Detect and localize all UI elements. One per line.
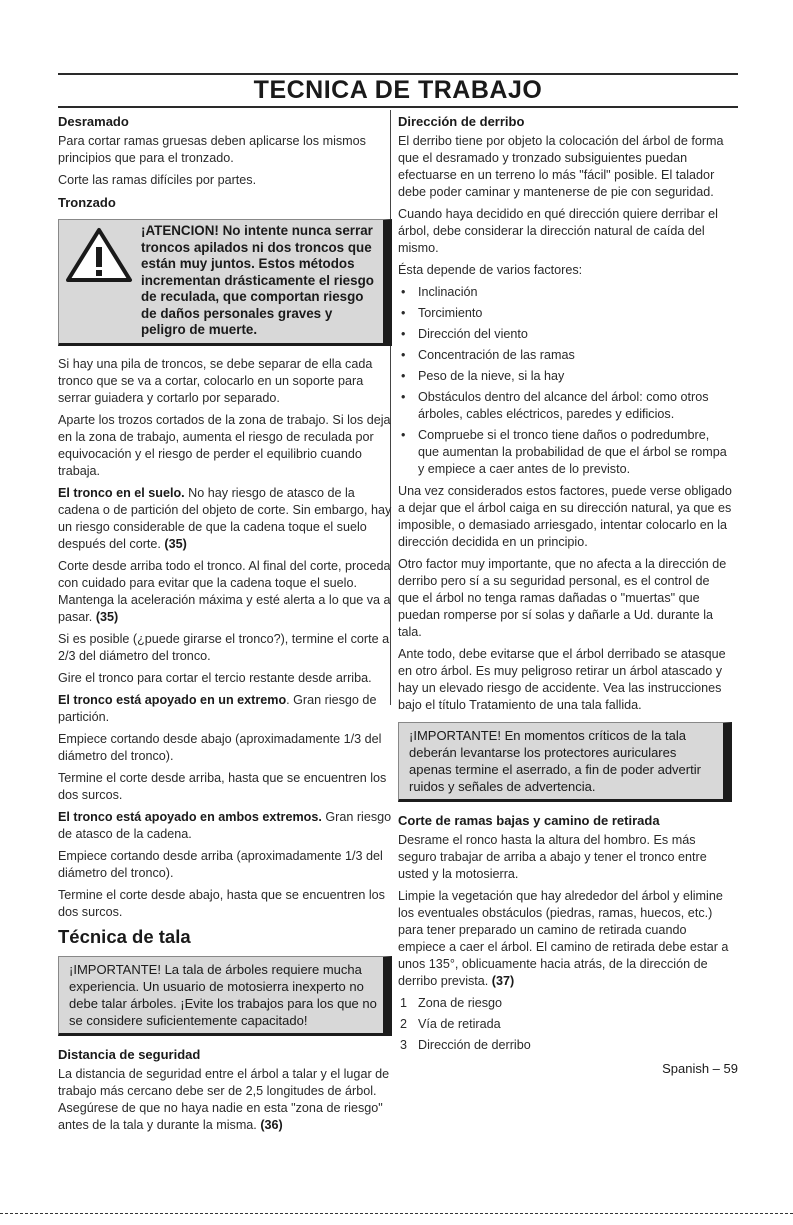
direccion-paragraph-6: Ante todo, debe evitarse que el árbol derribado se atasque en otro árbol. Es muy peligroso retirar un árbol atascado y hay un elevado riesgo de accidente. Vea las instrucciones bajo el título Tratamiento de una tala fallida.: [398, 647, 726, 712]
figure-ref-35b: (35): [95, 609, 119, 624]
list-item: • Inclinación: [398, 284, 732, 301]
corte-ramas-heading: Corte de ramas bajas y camino de retirada: [398, 813, 660, 828]
list-item: • Compruebe si el tronco tiene daños o podredumbre, que aumentan la probabilidad de que el árbol se rompa y empiece a caer antes de lo previsto.: [398, 427, 732, 478]
list-item: • Peso de la nieve, si la hay: [398, 368, 732, 385]
warning-text-tala: ¡IMPORTANTE! La tala de árboles requiere mucha experiencia. Un usuario de motosierra inexperto no debe talar árboles. ¡Evite los trabajos para los que no se considere suficientemente capacitado!: [69, 961, 377, 1028]
list-item: • Dirección del viento: [398, 326, 732, 343]
gire-paragraph: Gire el tronco para cortar el tercio restante desde arriba.: [58, 670, 372, 685]
title-underline: [58, 106, 738, 108]
desramado-heading: Desramado: [58, 114, 129, 129]
page-title: TECNICA DE TRABAJO: [253, 76, 543, 104]
empiece-paragraph-1: Empiece cortando desde abajo (aproximadamente 1/3 del diámetro del tronco).: [58, 731, 382, 763]
list-number: 1: [400, 996, 408, 1010]
direccion-paragraph-5: Otro factor muy importante, que no afecta a la dirección de derribo pero sí a su seguridad personal, es el control de que el árbol no tenga ramas dañadas o "muertas" que puedan romperse por sí solas y dañarle a Ud. durante la tala.: [398, 557, 727, 639]
desramado-paragraph-2: Corte las ramas difíciles por partes.: [58, 173, 257, 187]
ambos-text: Gran riesgo de atasco de la cadena.: [58, 809, 392, 841]
warning-triangle-icon: [65, 227, 133, 283]
direccion-paragraph-2: Cuando haya decidido en qué dirección quiere derribar el árbol, debe considerar la dirección natural de caída del mismo.: [398, 207, 718, 255]
factors-list: [398, 284, 732, 478]
direccion-heading: Dirección de derribo: [398, 114, 525, 129]
extremo-bold: El tronco está apoyado en un extremo: [58, 692, 287, 707]
pila-paragraph: Si hay una pila de troncos, se debe separar de ella cada tronco que se va a cortar, colocarlo en un soporte para serrar guiadera y cortarlo por separado.: [58, 356, 373, 405]
list-number: 3: [400, 1038, 408, 1052]
bottom-dashed-line: [0, 1213, 793, 1214]
tronzado-heading: Tronzado: [58, 195, 116, 210]
termine-paragraph-1: Termine el corte desde arriba, hasta que se encuentren los dos surcos.: [58, 770, 387, 802]
desramado-paragraph-1: Para cortar ramas gruesas deben aplicarse los mismos principios que para el tronzado.: [58, 134, 366, 165]
warning-text-tronzado: ¡ATENCION! No intente nunca serrar troncos apilados ni dos troncos que están muy juntos. Estos métodos incrementan drásticamente el riesgo de reculada, que comportan riesgo de daños personales graves y peligro de muerte.: [141, 223, 374, 337]
posible-paragraph: Si es posible (¿puede girarse el tronco?), termine el corte a 2/3 del diámetro del tronco.: [58, 631, 390, 663]
figure-ref-36: (36): [260, 1117, 283, 1132]
warning-text-auriculares: ¡IMPORTANTE! En momentos críticos de la tala deberán levantarse los protectores auriculares apenas termine el aserrado, a fin de poder advertir ruidos y señales de advertencia.: [409, 728, 701, 794]
suelo-paragraph: [58, 485, 392, 553]
direccion-paragraph-1: El derribo tiene por objeto la colocación del árbol de forma que el desramado y tronzado subsiguientes puedan efectuarse en un terreno lo más "fácil" posible. El talador debe poder caminar y mantenerse de pie con seguridad.: [398, 134, 724, 199]
left-column: [58, 113, 392, 1139]
direccion-paragraph-3: Ésta depende de varios factores:: [398, 263, 583, 277]
distancia-heading: Distancia de seguridad: [58, 1046, 201, 1062]
top-rule: [58, 73, 738, 75]
list-item: [398, 995, 732, 1012]
direccion-paragraph-4: Una vez considerados estos factores, puede verse obligado a dejar que el árbol caiga en su dirección natural, ya que es imposible, o demasiado arriesgado, intentar colocarlo en la dirección decidida en un principio.: [398, 484, 732, 549]
tala-heading: Técnica de tala: [58, 925, 191, 947]
termine-paragraph-2: Termine el corte desde abajo, hasta que se encuentren los dos surcos.: [58, 887, 385, 919]
warning-box-auriculares: [398, 722, 732, 802]
page-footer: Spanish – 59: [662, 1061, 738, 1076]
distancia-paragraph: [58, 1066, 392, 1134]
list-text: Vía de retirada: [418, 1017, 501, 1031]
ambos-bold: El tronco está apoyado en ambos extremos.: [58, 809, 322, 824]
ambos-paragraph: [58, 809, 392, 843]
list-item: • Torcimiento: [398, 305, 732, 322]
list-text: Zona de riesgo: [418, 996, 503, 1010]
aparte-paragraph: Aparte los trozos cortados de la zona de trabajo. Si los deja en la zona de trabajo, aumenta el riesgo de reculada por equivocación y el riesgo de perder el equilibrio cuando trabaja.: [58, 412, 391, 478]
list-item: [398, 1016, 732, 1033]
empiece-paragraph-2: Empiece cortando desde arriba (aproximadamente 1/3 del diámetro del tronco).: [58, 848, 383, 880]
list-number: 2: [400, 1017, 408, 1031]
extremo-text: . Gran riesgo de partición.: [58, 692, 377, 724]
right-column: [398, 113, 732, 1058]
suelo-bold: El tronco en el suelo.: [58, 485, 185, 500]
warning-box-tronzado: [58, 219, 392, 346]
corte-text: Corte desde arriba todo el tronco. Al final del corte, proceda con cuidado para evitar que la cadena toque el suelo. Mantenga la aceleración máxima y esté alerta a lo que va a pasar.: [58, 558, 391, 624]
figure-ref-35a: (35): [164, 536, 187, 551]
figure-ref-37: (37): [491, 974, 515, 988]
list-text: Dirección de derribo: [418, 1038, 531, 1052]
corte-ramas-paragraph-1: Desrame el ronco hasta la altura del hombro. Es más seguro trabajar de arriba a abajo y tener el tronco entre usted y la motosierra.: [398, 833, 707, 881]
list-item: • Obstáculos dentro del alcance del árbol: como otros árboles, cables eléctricos, paredes y edificios.: [398, 389, 732, 423]
distancia-text: La distancia de seguridad entre el árbol a talar y el lugar de trabajo más cercano debe ser de 2,5 longitudes de árbol. Asegúrese de que no haya nadie en esta "zona de riesgo" antes de la tala y durante la misma.: [58, 1066, 390, 1132]
list-item: [398, 1037, 732, 1054]
corte-paragraph: [58, 558, 392, 626]
legend-list: [398, 995, 732, 1054]
list-item: • Concentración de las ramas: [398, 347, 732, 364]
corte-ramas-text: Limpie la vegetación que hay alrededor del árbol y elimine los eventuales obstáculos (piedras, ramas, huecos, etc.) para tener preparado un camino de retirada cuando empiece a caer el árbol. El camino de retirada debe estar a unos 135°, oblicuamente hacia atrás, de la dirección de derribo prevista.: [398, 889, 729, 988]
warning-box-tala: [58, 956, 392, 1036]
corte-ramas-paragraph-2: [398, 888, 732, 990]
suelo-text: No hay riesgo de atasco de la cadena o de partición del objeto de corte. Sin embargo, hay un riesgo considerable de que la cadena toque el suelo después del corte.: [58, 485, 392, 551]
extremo-paragraph: [58, 692, 392, 726]
